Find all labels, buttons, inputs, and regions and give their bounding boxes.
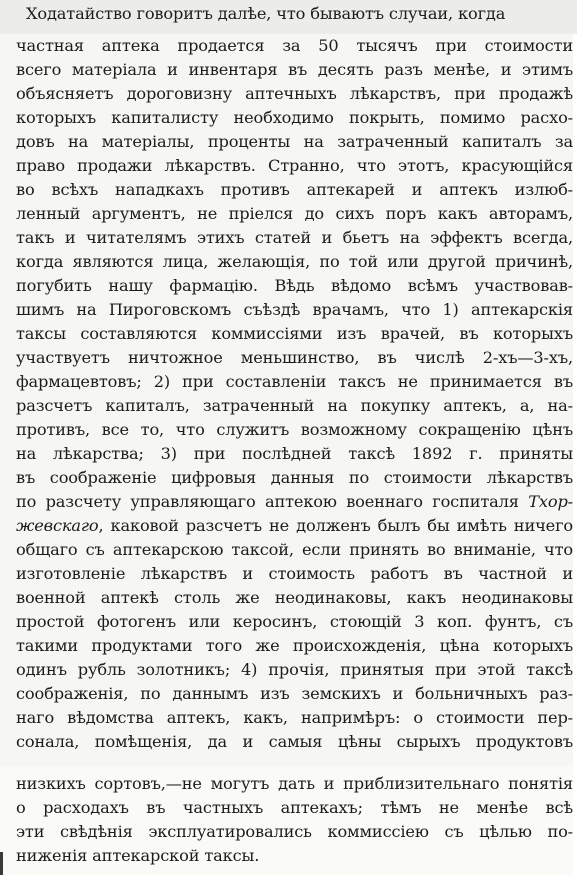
text-line: простой фотогенъ или керосинъ, стоющій 3 коп. фунтъ, съ: [16, 612, 573, 631]
text-line: изготовленіе лѣкарствъ и стоимость работъ въ частной и: [16, 564, 573, 583]
italic-name-fragment: жевскаго: [16, 516, 99, 535]
page-top-strip: [0, 0, 577, 34]
scan-edge-strip: [573, 34, 577, 875]
text-fragment: по разсчету управляющаго аптекою военнаго госпиталя: [16, 492, 529, 511]
text-line: военной аптекѣ столь же неодинаковы, какъ неодинаковы: [16, 588, 573, 607]
text-line: участвуетъ ничтожное меньшинство, въ числѣ 2-хъ—3-хъ,: [16, 348, 573, 367]
text-line: наго вѣдомства аптекъ, какъ, напримѣръ: о стоимости пер-: [16, 708, 573, 727]
text-line: противъ, все то, что служитъ возможному сокращенію цѣнъ: [16, 420, 573, 439]
text-line: эти свѣдѣнія эксплуатировались коммиссіею съ цѣлью по-: [16, 822, 573, 841]
text-line: всего матеріала и инвентаря въ десять разъ менѣе, и этимъ: [16, 60, 573, 79]
scan-edge-mark: [0, 852, 3, 875]
text-line-with-italic: [16, 490, 573, 514]
text-line: во всѣхъ нападкахъ противъ аптекарей и аптекъ излюб-: [16, 180, 573, 199]
text-line: одинъ рубль золотникъ; 4) прочія, принятыя при этой таксѣ: [16, 660, 573, 679]
text-line: сонала, помѣщенія, да и самыя цѣны сырыхъ продуктовъ: [16, 732, 573, 751]
text-line: общаго съ аптекарскою таксой, если принять во вниманіе, что: [16, 540, 573, 559]
text-line: шимъ на Пироговскомъ съѣздѣ врачамъ, что 1) аптекарскія: [16, 300, 573, 319]
page-main-strip: [0, 34, 577, 766]
text-line: когда являются лица, желающія, по той или другой причинѣ,: [16, 252, 573, 271]
text-line: таксы составляются коммиссіями изъ врачей, въ которыхъ: [16, 324, 573, 343]
text-line: соображенія, по даннымъ изъ земскихъ и больничныхъ раз-: [16, 684, 573, 703]
text-line: которыхъ капиталисту необходимо покрыть, помимо расхо-: [16, 108, 573, 127]
text-line: на лѣкарства; 3) при послѣдней таксѣ 1892 г. приняты: [16, 444, 573, 463]
text-line: право продажи лѣкарствъ. Странно, что этотъ, красующійся: [16, 156, 573, 175]
text-line: погубить нашу фармацію. Вѣдь вѣдомо всѣмъ участвовав-: [16, 276, 573, 295]
text-line: ниженія аптекарской таксы.: [16, 846, 260, 865]
text-line: низкихъ сортовъ,—не могутъ дать и приблизительнаго понятія: [16, 774, 573, 793]
italic-name-fragment: Тхор-: [528, 492, 573, 511]
text-line: ленный аргументъ, не прiелся до сихъ поръ какъ авторамъ,: [16, 204, 573, 223]
text-line: такими продуктами того же происхожденія, цѣна которыхъ: [16, 636, 573, 655]
text-line: такъ и читателямъ этихъ статей и бьетъ на эффектъ всегда,: [16, 228, 573, 247]
text-line-with-italic: [16, 514, 573, 538]
text-line: разсчетъ капиталъ, затраченный на покупку аптекъ, а, на-: [16, 396, 573, 415]
text-fragment: , каковой разсчетъ не долженъ былъ бы имѣть ничего: [98, 516, 573, 535]
text-line: частная аптека продается за 50 тысячъ при стоимости: [16, 36, 573, 55]
top-text-line: Ходатайство говоритъ далѣе, что бываютъ случаи, когда: [26, 4, 506, 23]
page-bottom-strip: [0, 766, 577, 875]
text-line: довъ на матеріалы, проценты на затраченный капиталъ за: [16, 132, 573, 151]
text-line: въ соображеніе цифровыя данныя по стоимости лѣкарствъ: [16, 468, 573, 487]
text-line: фармацевтовъ; 2) при составленіи таксъ не принимается въ: [16, 372, 573, 391]
text-line: о расходахъ въ частныхъ аптекахъ; тѣмъ не менѣе всѣ: [16, 798, 573, 817]
text-line: объясняетъ дороговизну аптечныхъ лѣкарствъ, при продажѣ: [16, 84, 573, 103]
